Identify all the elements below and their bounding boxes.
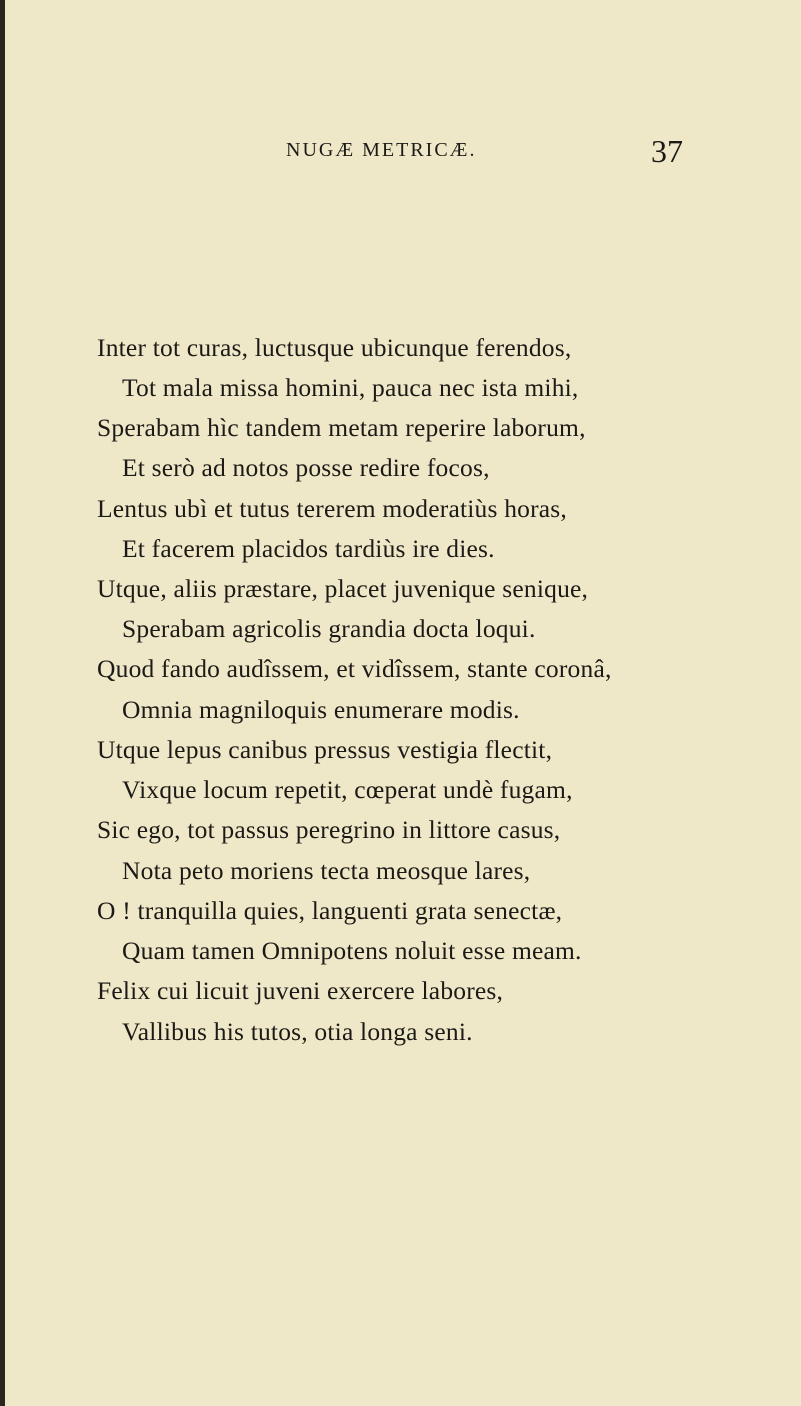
poem-line: Utque, aliis præstare, placet juvenique senique, [97,574,589,603]
poem-line: Lentus ubì et tutus tererem moderatiùs horas, [97,494,568,523]
page-number: 37 [651,133,683,169]
running-title: NUGÆ METRICÆ. [286,139,477,161]
poem-line: Omnia magniloquis enumerare modis. [122,695,520,724]
poem-line: Sperabam agricolis grandia docta loqui. [122,614,536,643]
poem-line: Et serò ad notos posse redire focos, [122,453,490,482]
poem-line: Inter tot curas, luctusque ubicunque ferendos, [97,333,572,362]
poem-line: Quam tamen Omnipotens noluit esse meam. [122,936,582,965]
poem-line: Et facerem placidos tardiùs ire dies. [122,534,495,563]
poem-line: Nota peto moriens tecta meosque lares, [122,856,531,885]
poem-line: Sic ego, tot passus peregrino in littore casus, [97,815,561,844]
page-edge-shadow [0,0,5,1406]
poem-line: Sperabam hìc tandem metam reperire laborum, [97,413,586,442]
poem-line: O ! tranquilla quies, languenti grata senectæ, [97,896,563,925]
poem-line: Quod fando audîssem, et vidîssem, stante coronâ, [97,654,612,683]
poem-line: Vallibus his tutos, otia longa seni. [122,1017,473,1046]
poem-line: Felix cui licuit juveni exercere labores, [97,976,504,1005]
poem-line: Tot mala missa homini, pauca nec ista mihi, [122,373,579,402]
poem-line: Utque lepus canibus pressus vestigia flectit, [97,735,553,764]
poem-line: Vixque locum repetit, cœperat undè fugam, [122,775,573,804]
running-head [0,133,801,173]
